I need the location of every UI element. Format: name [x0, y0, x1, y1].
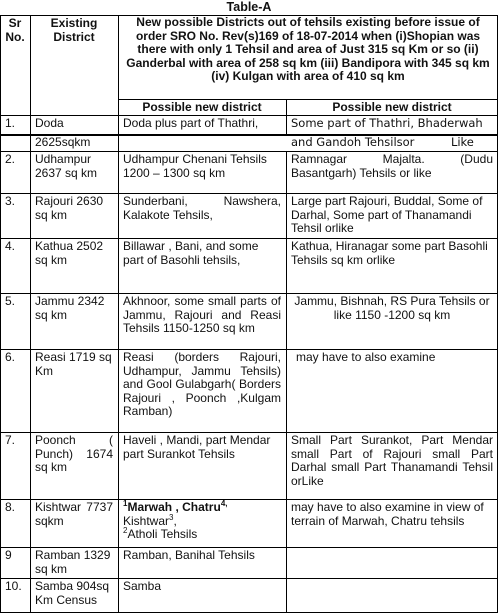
row-10-district: Samba 904sq Km Census	[35, 579, 110, 607]
row-1-col-a: Doda plus part of Thathri,	[123, 116, 259, 130]
row-8-marwah-chatru: Marwah , Chatru	[127, 500, 221, 514]
footnote-marker: 2	[123, 526, 128, 536]
row-8-col-a	[118, 499, 286, 547]
row-2-col-a: Udhampur Chenani Tehsils 1200 – 1300 sq km	[123, 152, 267, 180]
footnote-marker: 3	[169, 512, 174, 522]
row-7-district: Poonch ( Punch) 1674 sq km	[35, 433, 113, 475]
table-title: Table-A	[226, 0, 272, 14]
row-10-sr: 10.	[5, 579, 22, 593]
row-7-col-a: Haveli , Mandi, part Mendar part Surankot Tehsils	[123, 433, 271, 461]
row-2-district: Udhampur 2637 sq km	[35, 152, 98, 180]
row-10-col-a: Samba	[123, 579, 162, 593]
row-6-district: Reasi 1719 sq Km	[35, 350, 112, 378]
row-1b-col-b: and Gandoh Tehsilsor Like	[291, 135, 474, 149]
row-3-col-b: Large part Rajouri, Buddal, Some of Darhal, Some part of Thanamandi Tehsil orlike	[291, 194, 483, 236]
row-4-sr: 4.	[5, 239, 16, 253]
header-col-b: Possible new district	[332, 100, 452, 114]
row-3-col-a: Sunderbani, Nawshera, Kalakote Tehsils,	[123, 194, 281, 222]
footnote-marker: 1	[123, 499, 128, 508]
row-1b-district: 2625sqkm	[35, 135, 91, 149]
row-5-col-a: Akhnoor, some small parts of Jammu, Rajouri and Reasi Tehsils 1150-1250 sq km	[123, 294, 281, 336]
row-8-col-b: may have to also examine in view of terrain of Marwah, Chatru tehsils	[291, 500, 484, 528]
row-4-district: Kathua 2502 sq km	[35, 239, 104, 267]
row-4-col-a: Billawar , Bani, and some part of Basohli tehsils,	[123, 239, 259, 267]
row-9-district: Ramban 1329 sq km	[35, 548, 111, 576]
row-6-col-a: Reasi (borders Rajouri, Udhampur, Jammu Tehsils) and Gool Gulabgarh( Borders Rajouri , Poonch ,Kulgam Ramban)	[123, 350, 281, 419]
row-9-col-a: Ramban, Banihal Tehsils	[123, 548, 255, 562]
row-9-col-b	[286, 547, 498, 578]
row-1-sr: 1.	[5, 116, 16, 130]
row-8-comma: ,	[173, 513, 177, 528]
row-8-kishtwar: Kishtwar	[123, 513, 170, 528]
row-6-col-b: may have to also examine	[296, 350, 436, 364]
row-8-sr: 8.	[5, 500, 16, 514]
row-6-sr: 6.	[5, 350, 16, 364]
header-sr: Sr No.	[5, 16, 25, 44]
row-3-district: Rajouri 2630 sq km	[35, 194, 104, 222]
row-1-col-b: Some part of Thathri, Bhaderwah	[291, 116, 483, 130]
header-col-a: Possible new district	[142, 100, 262, 114]
districts-table	[0, 15, 498, 613]
row-2-sr: 2.	[5, 152, 16, 166]
row-9-sr: 9	[5, 548, 12, 562]
row-4-col-b: Kathua, Hiranagar some part Basohli Tehsils sq km orlike	[291, 239, 488, 267]
row-3-sr: 3.	[5, 194, 16, 208]
header-proposal: New possible Districts out of tehsils existing before issue of order SRO No. Rev(s)169 of 18-07-2014 when (i)Shopian was there with only 1 Tehsil and area of Just 315 sq Km or so (ii) Ganderbal with area of 258 sq km (iii) Bandipora with 345 sq km (iv) Kulgan with area of 410 sq km	[126, 15, 490, 83]
header-existing-district: Existing District	[50, 16, 98, 44]
footnote-marker: 4,	[220, 499, 228, 508]
row-10-col-b	[286, 578, 498, 612]
row-8-district: Kishtwar 7737 sqkm	[35, 500, 113, 528]
row-5-district: Jammu 2342 sq km	[35, 294, 105, 322]
row-7-col-b: Small Part Surankot, Part Mendar small Part of Rajouri small Part Darhal small Part Thanamandi Tehsil orLike	[291, 433, 493, 488]
row-2-col-b: Ramnagar Majalta. (Dudu Basantgarh) Tehsils or like	[291, 152, 493, 180]
row-5-col-b: Jammu, Bishnah, RS Pura Tehsils or like 1150 -1200 sq km	[294, 294, 490, 322]
row-7-sr: 7.	[5, 433, 16, 447]
row-5-sr: 5.	[5, 294, 16, 308]
row-1-district: Doda	[35, 116, 64, 130]
row-8-atholi: Atholi Tehsils	[127, 527, 198, 542]
